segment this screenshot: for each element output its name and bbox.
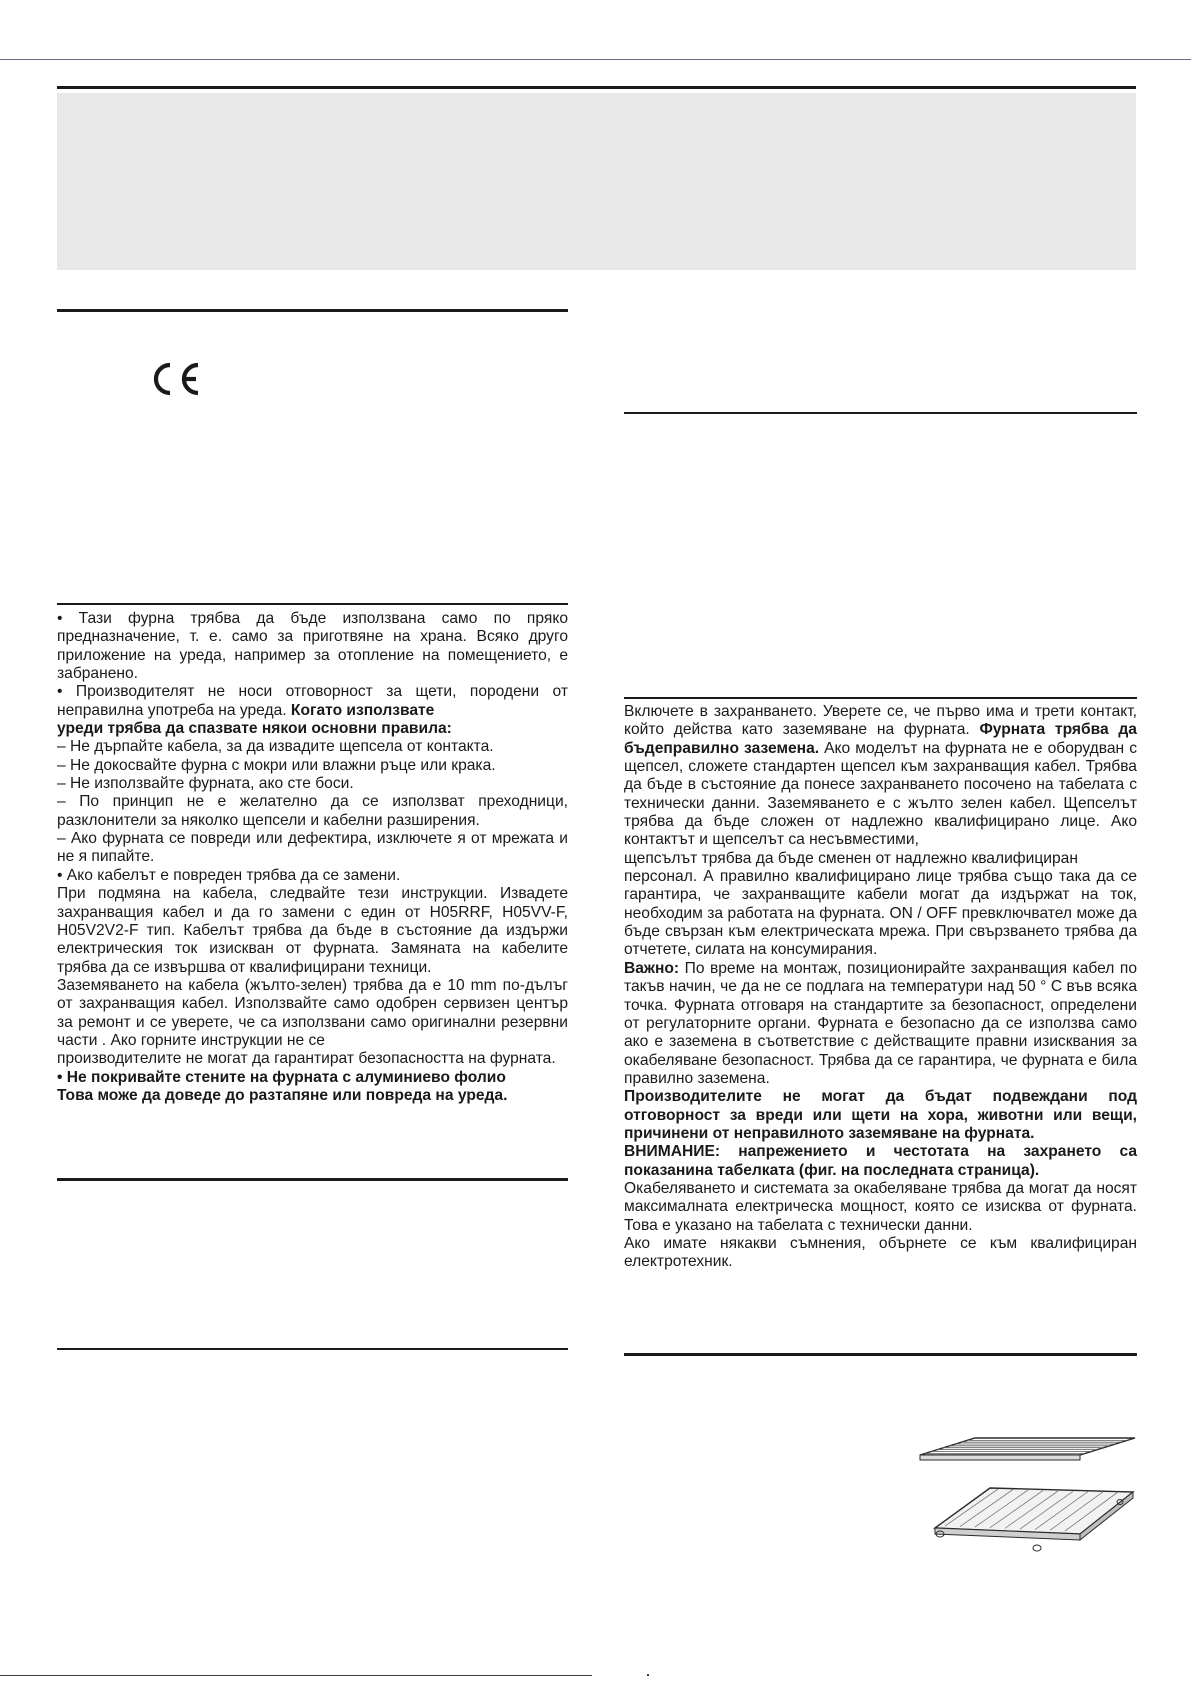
footer-mark	[647, 1674, 649, 1676]
footer-line	[0, 1675, 592, 1676]
section-rule-right-3	[624, 1353, 1137, 1356]
paragraph-rules-heading: уреди трябва да спазвате някои основни правила:	[57, 720, 452, 738]
paragraph-purpose: • Тази фурна трябва да бъде използвана само по пряко предназначение, т. е. само за приготвяне на храна. Всяко друго приложение на уреда, например за отопление на помещението, е забранено.	[57, 610, 568, 683]
ce-mark-icon	[148, 360, 204, 398]
intro-box	[57, 93, 1136, 270]
rule-item: – По принцип не е желателно да се използват преходници, разклонители за няколко щепсели и кабелни разширения.	[57, 793, 568, 829]
paragraph-grounding: Заземяването на кабела (жълто-зелен) трябва да е 10 mm по-дълъг от захранващия кабел. Използвайте само одобрен сервизен център за ремонт и се уверете, че са използвани само оригинални резервни части . Ако горните инструкции не се	[57, 976, 568, 1049]
rule-item: – Не използвайте фурната, ако сте боси.	[57, 775, 354, 793]
paragraph-safety: производителите не могат да гарантират безопасността на фурната.	[57, 1050, 556, 1068]
header-line	[0, 59, 1191, 60]
section-rule-left-3	[57, 1178, 568, 1181]
section-rule-left-1	[57, 309, 568, 312]
paragraph-foil-warning: • Не покривайте стените на фурната с алуминиево фолио	[57, 1068, 506, 1086]
rule-item: – Ако фурната се повреди или дефектира, изключете я от мрежата и не я пипайте.	[57, 830, 568, 866]
oven-racks-icon	[915, 1430, 1140, 1560]
paragraph-important: Важно: По време на монтаж, позиционирайте захранващия кабел по такъв начин, че да не се подлага на температури над 50 ° С във всяка точка. Фурната отговаря на стандартите за безопасност, определени от регулаторните органи. Фурната е безопасно да се използва само ако е заземена в съответствие с действащите правни изисквания за окабеляване безопасност. Трябва да се гарантира, че фурната е била правилно заземена.	[624, 959, 1137, 1087]
section-rule-top	[57, 86, 1136, 89]
paragraph-plug: щепсълът трябва да бъде сменен от надлежно квалифициран	[624, 849, 1078, 867]
rule-item: – Не докосвайте фурна с мокри или влажни ръце или крака.	[57, 756, 496, 774]
section-rule-right-2	[624, 697, 1137, 699]
safety-text-column	[57, 610, 568, 1105]
paragraph-power: Включете в захранването. Уверете се, че първо има и трети контакт, който действа като заземяване на фурната. Фурната трябва да бъдеправилно заземена. Ако моделът на фурната не е оборудван с щепсел, сложете стандартен щепсел към захранващия кабел. Трябва да бъде в състояние да понесе захранването посочено на табелата с технически данни. Заземяването е с жълто зелен кабел. Щепселът трябва да бъде сложен от надлежно квалифицирано лице. Ако контактът и щепселът са несъвместими,	[624, 703, 1137, 849]
rule-item: – Не дърпайте кабела, за да извадите щепсела от контакта.	[57, 738, 494, 756]
paragraph-attention: ВНИМАНИЕ: напрежението и честотата на захрането са показанина табелката (фиг. на последната страница).	[624, 1143, 1137, 1179]
paragraph-liability-bold: Производителите не могат да бъдат подвеждани под отговорност за вреди или щети на хора, животни или вещи, причинени от неправилното заземяване на фурната.	[624, 1088, 1137, 1142]
section-rule-left-4	[57, 1348, 568, 1350]
section-rule-right-1	[624, 412, 1137, 414]
paragraph-personnel: персонал. А правилно квалифицирано лице трябва също така да се гарантира, че захранващите кабели могат да издържат на ток, необходим за работата на фурната. ON / OFF превключвател може да бъде свързан към електрическата мрежа. При свързването трябва да отчетете, силата на консумирания.	[624, 868, 1137, 959]
installation-text-column	[624, 703, 1137, 1272]
paragraph-wiring: Окабеляването и системата за окабеляване трябва да могат да носят максималната електрическа мощност, която се изисква от фурната. Това е указано на табелата с технически данни.	[624, 1179, 1137, 1234]
paragraph-cable-replace: При подмяна на кабела, следвайте тези инструкции. Извадете захранващия кабел и да го замени с един от H05RRF, H05VV-F, H05V2V2-F тип. Кабелът трябва да бъде в състояние да издържи електрическия ток изискван от фурната. Замяната на кабелите трябва да се извършва от квалифицирани техници.	[57, 885, 568, 976]
paragraph-liability: • Производителят не носи отговорност за щети, породени от неправилна употреба на уреда. Когато използвате	[57, 683, 568, 719]
paragraph-foil-warning-2: Това може да доведе до разтапяне или повреда на уреда.	[57, 1086, 508, 1104]
paragraph-doubts: Ако имате някакви съмнения, обърнете се към квалифициран електротехник.	[624, 1234, 1137, 1271]
paragraph-cable: • Ако кабелът е повреден трябва да се замени.	[57, 866, 401, 884]
section-rule-left-2	[57, 603, 568, 605]
